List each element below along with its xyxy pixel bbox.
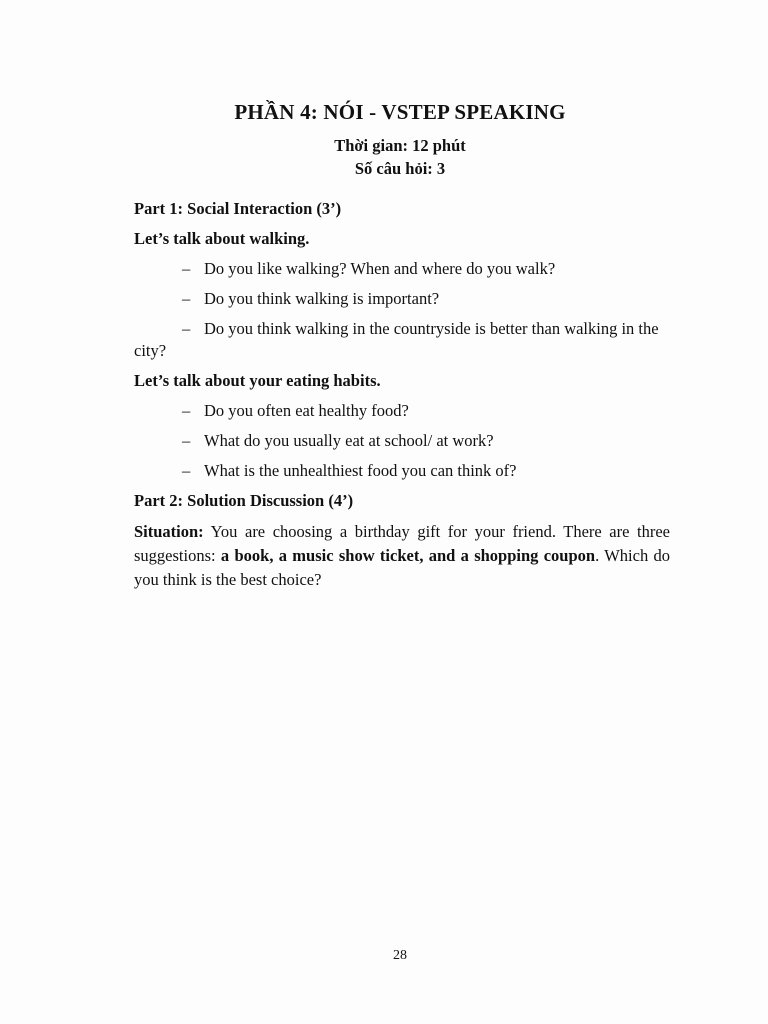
question-item: [134, 400, 670, 422]
question-text: Do you often eat healthy food?: [204, 401, 409, 420]
dash-marker: –: [182, 461, 191, 480]
question-text: Do you think walking in the countryside is better than walking in the city?: [134, 319, 659, 360]
question-item: [134, 430, 670, 452]
page-number: 28: [393, 948, 407, 963]
question-text: What do you usually eat at school/ at work?: [204, 431, 494, 450]
question-item: [134, 258, 670, 280]
situation-text: You are choosing a birthday gift for your friend. There are three suggestions:: [134, 522, 670, 565]
page-title: PHẦN 4: NÓI - VSTEP SPEAKING: [234, 100, 566, 124]
question-item: [134, 460, 670, 482]
dash-marker: –: [182, 259, 191, 278]
dash-marker: –: [182, 289, 191, 308]
question-item: [134, 288, 670, 310]
situation-paragraph: [134, 520, 670, 592]
part1-heading: Part 1: Social Interaction (3’): [134, 199, 342, 218]
question-text: What is the unhealthiest food you can think of?: [204, 461, 517, 480]
dash-marker: –: [182, 401, 191, 420]
question-item: [134, 318, 670, 362]
question-text: Do you think walking is important?: [204, 289, 440, 308]
question-count: Số câu hỏi: 3: [354, 159, 446, 178]
dash-marker: –: [182, 431, 191, 450]
time-limit: Thời gian: 12 phút: [334, 136, 466, 155]
exam-content: [134, 198, 670, 592]
topic1-heading: Let’s talk about walking.: [134, 229, 310, 248]
suggestions-list: a book, a music show ticket, and a shopping coupon: [220, 546, 596, 565]
dash-marker: –: [182, 319, 191, 338]
question-text: Do you like walking? When and where do you walk?: [204, 259, 556, 278]
part2-heading: Part 2: Solution Discussion (4’): [134, 491, 354, 510]
situation-label: Situation:: [134, 522, 204, 541]
topic2-heading: Let’s talk about your eating habits.: [134, 371, 381, 390]
situation-question: . Which do you think is the best choice?: [134, 546, 671, 589]
